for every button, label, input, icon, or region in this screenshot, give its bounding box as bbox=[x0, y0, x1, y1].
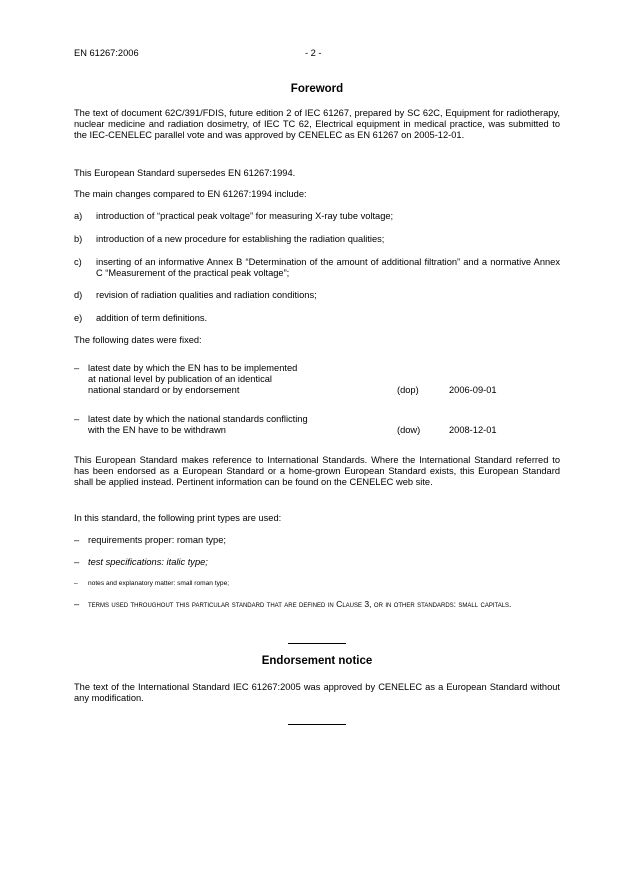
change-label: b) bbox=[74, 234, 83, 244]
change-text: addition of term definitions. bbox=[96, 313, 208, 323]
supersedes-paragraph: This European Standard supersedes EN 61267:1994. bbox=[74, 168, 296, 178]
document-id: EN 61267:2006 bbox=[74, 48, 139, 58]
changes-intro: The main changes compared to EN 61267:1994 include: bbox=[74, 189, 307, 199]
page-header bbox=[74, 48, 560, 60]
endorsement-paragraph: The text of the International Standard IEC 61267:2005 was approved by CENELEC as a European Standard without any modification. bbox=[74, 682, 560, 704]
print-types-intro: In this standard, the following print types are used: bbox=[74, 513, 282, 523]
dash-bullet: – bbox=[74, 599, 80, 609]
page-number: - 2 - bbox=[305, 48, 322, 58]
change-label: a) bbox=[74, 211, 83, 221]
dash-bullet: – bbox=[74, 535, 80, 545]
date-description bbox=[88, 363, 388, 397]
endorsement-title: Endorsement notice bbox=[261, 655, 373, 667]
print-type-text: terms used throughout this particular standard that are defined in Clause 3, or in other standards: small capitals. bbox=[88, 599, 512, 609]
date-description bbox=[88, 414, 388, 436]
dash-bullet: – bbox=[74, 363, 80, 373]
date-description-line: national standard or by endorsement bbox=[88, 385, 240, 396]
reference-paragraph: This European Standard makes reference to International Standards. Where the International Standard referred to has been endorsed as a European Standard or a home-grown European Standard exists, this European Standard shall be applied instead. Pertinent information can be found on the CENELEC web site. bbox=[74, 455, 560, 488]
dash-bullet: – bbox=[74, 557, 80, 567]
date-code: (dop) bbox=[397, 385, 419, 395]
foreword-intro-paragraph: The text of document 62C/391/FDIS, future edition 2 of IEC 61267, prepared by SC 62C, Equipment for radiotherapy, nuclear medicine and radiation dosimetry, of IEC TC 62, Electrical equipment in medical practice, was submitted to the IEC-CENELEC parallel vote and was approved by CENELEC as EN 61267 on 2005-12-01. bbox=[74, 108, 560, 141]
print-type-text: requirements proper: roman type; bbox=[88, 535, 226, 545]
change-text: inserting of an informative Annex B “Determination of the amount of additional filtration” and a normative Annex C “Measurement of the practical peak voltage”; bbox=[96, 257, 560, 279]
section-divider bbox=[288, 643, 346, 644]
date-description-line: latest date by which the EN has to be implemented bbox=[88, 363, 298, 373]
date-value: 2006-09-01 bbox=[449, 385, 497, 395]
change-text: revision of radiation qualities and radiation conditions; bbox=[96, 290, 317, 300]
date-code: (dow) bbox=[397, 425, 421, 435]
change-label: d) bbox=[74, 290, 83, 300]
print-type-text: notes and explanatory matter: small roman type; bbox=[88, 580, 230, 587]
date-description-line: at national level by publication of an identical bbox=[88, 374, 272, 385]
date-description-line: with the EN have to be withdrawn bbox=[88, 425, 226, 436]
dash-bullet: – bbox=[74, 414, 80, 424]
change-text: introduction of a new procedure for establishing the radiation qualities; bbox=[96, 234, 385, 244]
change-label: e) bbox=[74, 313, 83, 323]
dates-intro: The following dates were fixed: bbox=[74, 335, 202, 345]
change-label: c) bbox=[74, 257, 82, 267]
foreword-title: Foreword bbox=[290, 83, 344, 95]
date-value: 2008-12-01 bbox=[449, 425, 497, 435]
date-description-line: latest date by which the national standards conflicting bbox=[88, 414, 308, 424]
change-text: introduction of “practical peak voltage” for measuring X-ray tube voltage; bbox=[96, 211, 394, 221]
dash-bullet: – bbox=[74, 580, 78, 587]
print-type-text: test specifications: italic type; bbox=[88, 557, 208, 567]
section-divider bbox=[288, 724, 346, 725]
